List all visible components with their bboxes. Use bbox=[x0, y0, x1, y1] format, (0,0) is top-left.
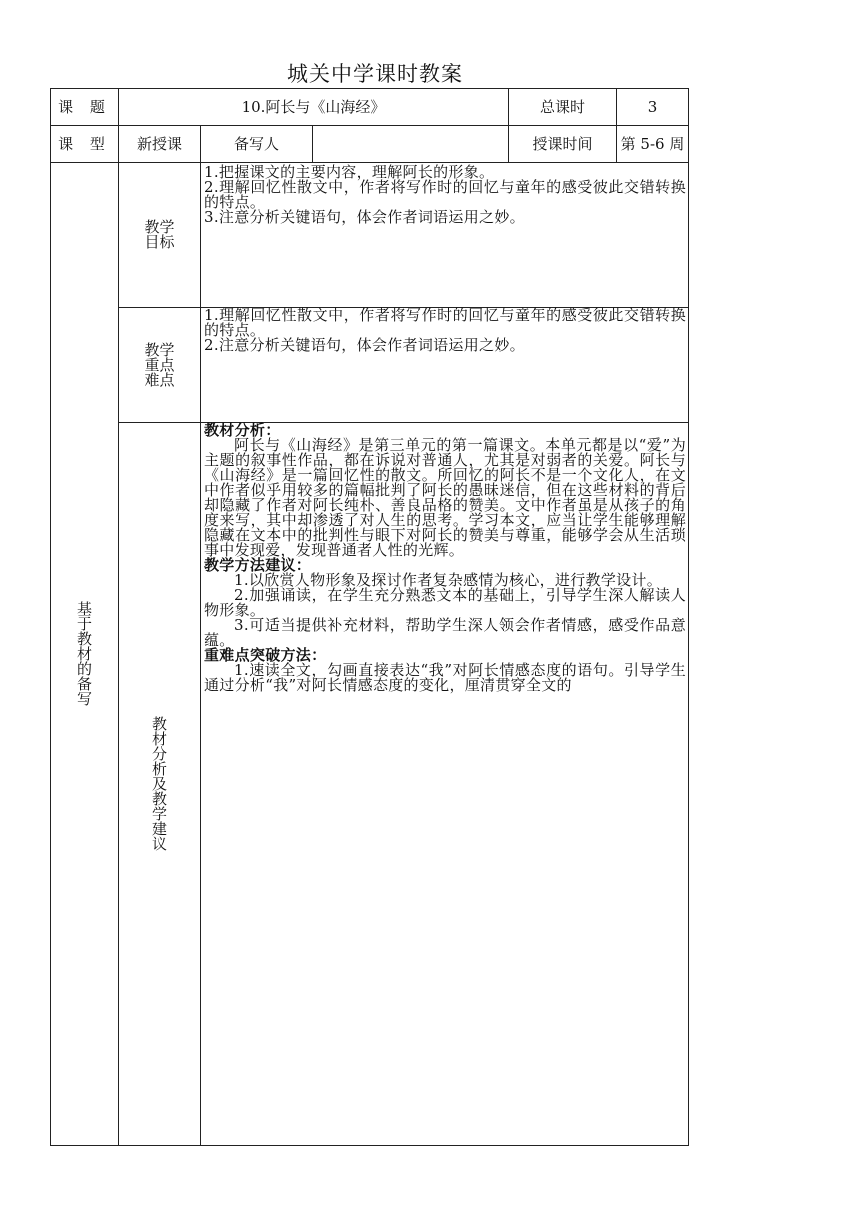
analysis-row bbox=[51, 423, 689, 1146]
material-analysis-text: 阿长与《山海经》是第三单元的第一篇课文。本单元都是以“爱”为主题的叙事性作品，都在诉说对普通人，尤其是对弱者的关爱。阿长与《山海经》是一篇回忆性的散文。所回忆的阿长不是一个文化人，在文中作者似乎用较多的篇幅批判了阿长的愚昧迷信，但在这些材料的背后却隐藏了作者对阿长纯朴、善良品格的赞美。文中作者虽是从孩子的角度来写，其中却渗透了对人生的思考。学习本文，应当让学生能够理解隐藏在文本中的批判性与眼下对阿长的赞美与尊重，能够学会从生活琐事中发现爱，发现普通者人性的光辉。 bbox=[204, 436, 687, 559]
objectives-row bbox=[51, 163, 689, 308]
key-points-label: 教学 重点 难点 bbox=[119, 308, 201, 423]
method-item: 2.加强诵读，在学生充分熟悉文本的基础上，引导学生深人解读人物形象。 bbox=[204, 586, 687, 619]
breakthrough-heading: 重难点突破方法： bbox=[204, 646, 327, 664]
breakthrough-text: 1.速读全文，勾画直接表达“我”对阿长情感态度的语句。引导学生通过分析“我”对阿长情感态度的变化，厘清贯穿全文的 bbox=[204, 661, 687, 694]
objectives-label: 教学 目标 bbox=[119, 163, 201, 308]
total-hours-value: 3 bbox=[617, 89, 689, 126]
key-points-row bbox=[51, 308, 689, 423]
topic-label: 课 题 bbox=[51, 89, 119, 126]
key-points-content bbox=[201, 308, 689, 423]
type-value: 新授课 bbox=[119, 126, 201, 163]
objectives-content bbox=[201, 163, 689, 308]
analysis-label: 教 材 分 析 及 教 学 建 议 bbox=[119, 423, 201, 1146]
analysis-content bbox=[201, 423, 689, 1146]
key-point-item: 2.注意分析关键语句，体会作者词语运用之妙。 bbox=[204, 336, 525, 354]
material-analysis-heading: 教材分析： bbox=[204, 421, 281, 439]
header-row-topic bbox=[51, 89, 689, 126]
total-hours-label: 总课时 bbox=[509, 89, 617, 126]
topic-value: 10.阿长与《山海经》 bbox=[119, 89, 509, 126]
objective-item: 3.注意分析关键语句，体会作者词语运用之妙。 bbox=[204, 208, 525, 226]
teaching-time-value: 第 5-6 周 bbox=[617, 126, 689, 163]
objective-item: 1.把握课文的主要内容，理解阿长的形象。 bbox=[204, 163, 495, 181]
method-item: 3.可适当提供补充材料，帮助学生深人领会作者情感，感受作品意蕴。 bbox=[204, 616, 687, 649]
teaching-time-label: 授课时间 bbox=[509, 126, 617, 163]
section-label-material-based: 基 于 教 材 的 备 写 bbox=[51, 163, 119, 1146]
writer-label: 备写人 bbox=[201, 126, 313, 163]
type-label: 课 型 bbox=[51, 126, 119, 163]
objective-item: 2.理解回忆性散文中，作者将写作时的回忆与童年的感受彼此交错转换的特点。 bbox=[204, 178, 687, 211]
key-point-item: 1.理解回忆性散文中，作者将写作时的回忆与童年的感受彼此交错转换的特点。 bbox=[204, 306, 687, 339]
method-item: 1.以欣赏人物形象及探讨作者复杂感情为核心，进行教学设计。 bbox=[234, 571, 663, 589]
lesson-plan-table bbox=[50, 88, 689, 1146]
writer-value bbox=[313, 126, 509, 163]
method-suggestion-heading: 教学方法建议： bbox=[204, 556, 312, 574]
document-title: 城关中学课时教案 bbox=[287, 62, 463, 86]
header-row-type bbox=[51, 126, 689, 163]
